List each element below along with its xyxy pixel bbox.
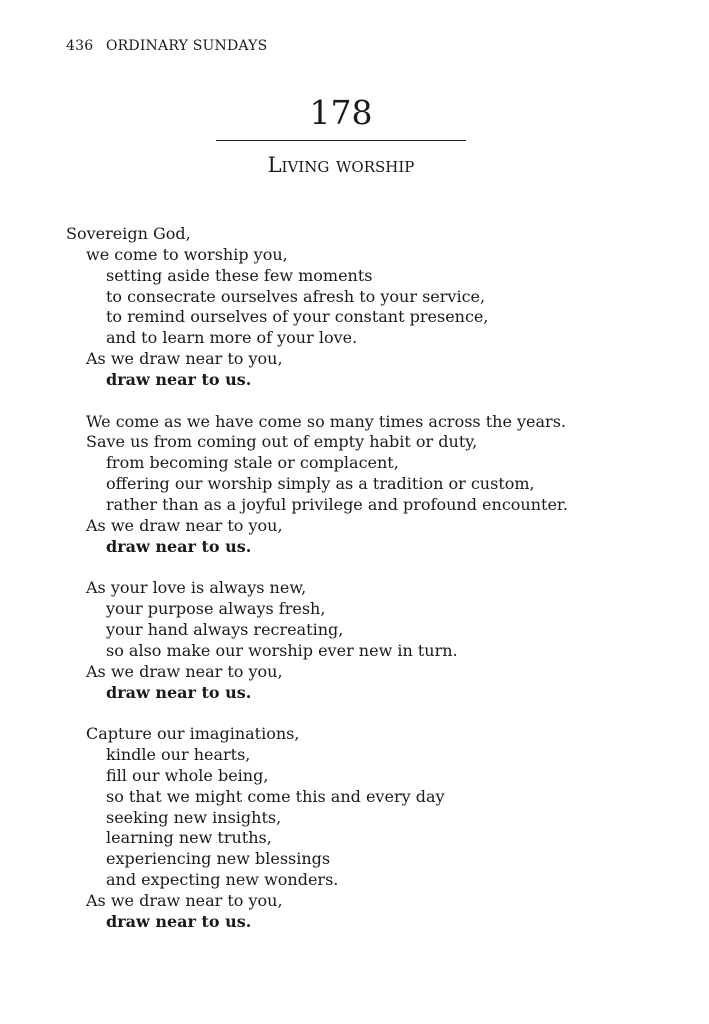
refrain-call: As we draw near to you, xyxy=(86,349,283,369)
prayer-line: offering our worship simply as a tradition or custom, xyxy=(106,474,535,494)
prayer-line: Capture our imaginations, xyxy=(86,724,300,744)
prayer-line: setting aside these few moments xyxy=(106,265,373,285)
refrain-response: draw near to us. xyxy=(106,536,252,556)
prayer-line: seeking new insights, xyxy=(106,807,282,827)
prayer-line: and to learn more of your love. xyxy=(106,328,358,348)
stanza xyxy=(66,224,686,391)
prayer-line: your purpose always fresh, xyxy=(106,599,326,619)
stanza xyxy=(66,578,686,703)
prayer-line: so also make our worship ever new in turn. xyxy=(106,640,458,660)
stanza xyxy=(66,724,686,932)
refrain-call: As we draw near to you, xyxy=(86,661,283,681)
prayer-line: and expecting new wonders. xyxy=(106,870,339,890)
prayer-line: rather than as a joyful privilege and profound encounter. xyxy=(106,494,568,514)
prayer-line: from becoming stale or complacent, xyxy=(106,453,399,473)
refrain-call: As we draw near to you, xyxy=(86,515,283,535)
section-title: ORDINARY SUNDAYS xyxy=(105,38,268,54)
prayer-line: to consecrate ourselves afresh to your service, xyxy=(106,286,486,306)
prayer-line: experiencing new blessings xyxy=(106,849,331,869)
prayer-line: so that we might come this and every day xyxy=(106,786,445,806)
title-divider xyxy=(216,140,466,141)
refrain-call: As we draw near to you, xyxy=(86,891,283,910)
prayer-line: Sovereign God, xyxy=(66,224,191,243)
refrain-response: draw near to us. xyxy=(106,369,252,389)
prayer-line: your hand always recreating, xyxy=(106,620,344,640)
prayer-line: We come as we have come so many times across the years. xyxy=(86,411,566,431)
prayer-line: we come to worship you, xyxy=(86,244,288,264)
prayer-line: fill our whole being, xyxy=(106,765,269,785)
prayer-line: Save us from coming out of empty habit or duty, xyxy=(86,432,478,452)
page-number: 436 xyxy=(66,38,94,54)
prayer-line: learning new truths, xyxy=(106,828,272,848)
refrain-response: draw near to us. xyxy=(106,682,252,702)
refrain-response: draw near to us. xyxy=(106,911,252,931)
prayer-line: to remind ourselves of your constant presence, xyxy=(106,307,489,327)
running-header xyxy=(66,38,267,54)
prayer-line: kindle our hearts, xyxy=(106,745,251,765)
stanza-gap xyxy=(66,558,686,579)
stanza xyxy=(66,412,686,558)
prayer-line: As your love is always new, xyxy=(86,578,307,598)
prayer-title: Living worship xyxy=(267,153,415,177)
stanza-gap xyxy=(66,391,686,412)
stanza-gap xyxy=(66,703,686,724)
prayer-body xyxy=(66,224,686,933)
prayer-number: 178 xyxy=(309,93,373,132)
